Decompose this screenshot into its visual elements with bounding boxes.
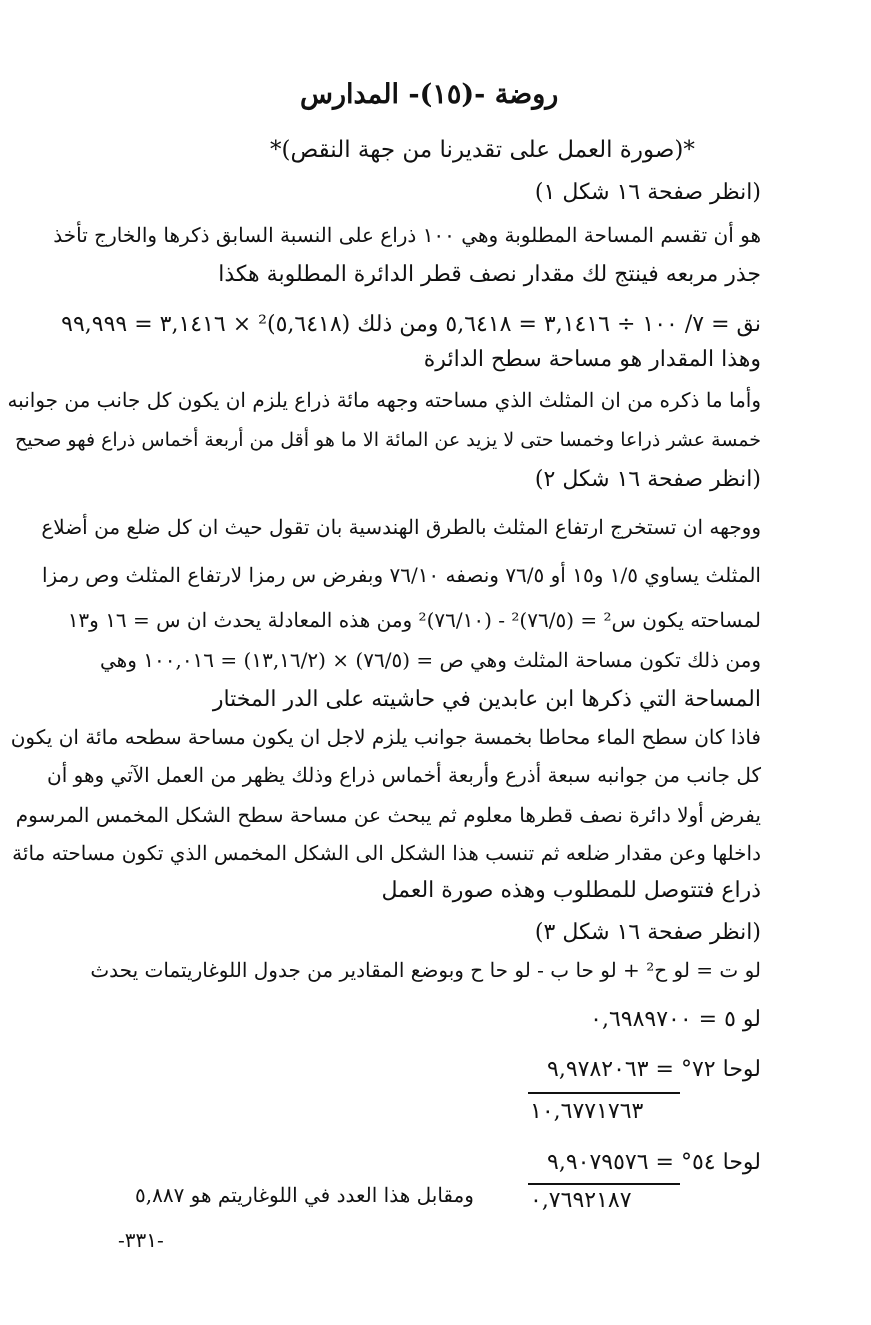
calc-row-2: لوحا ٧٢° = ٩,٩٧٨٢٠٦٣ [547,1057,761,1082]
text-line-13: فاذا كان سطح الماء محاطا بخمسة جوانب يلزم لاجل ان يكون مساحة سطحه مائة ان يكون [10,725,761,749]
text-line-10: لمساحته يكون س² = (٧٦/٥)² - (٧٦/١٠)² ومن هذه المعادلة يحدث ان س = ١٦ و١٣ [67,608,761,632]
text-line-6: خمسة عشر ذراعا وخمسا حتى لا يزيد عن المائة الا ما هو أقل من أربعة أخماس ذراع فهو صحيح [14,429,761,451]
calc-row-1: لو ٥ = ٠,٦٩٨٩٧٠٠ [590,1007,761,1032]
text-line-12: المساحة التي ذكرها ابن عابدين في حاشيته على الدر المختار [212,687,761,712]
text-line-2: هو أن تقسم المساحة المطلوبة وهي ١٠٠ ذراع على النسبة السابق ذكرها والخارج تأخذ [53,223,761,247]
text-line-9: المثلث يساوي ١/٥ و١٥ أو ٧٦/٥ ونصفه ٧٦/١٠ وبفرض س رمزا لارتفاع المثلث وص رمزا [41,563,761,587]
text-line-16: داخلها وعن مقدار ضلعه ثم تنسب هذا الشكل الى الشكل المخمس الذي تكون مساحته مائة [12,841,761,865]
text-line-8: ووجهه ان تستخرج ارتفاع المثلث بالطرق الهندسية بان تقول حيث ان كل ضلع من أضلاع [41,515,761,539]
page-header: روضة -(١٥)- المدارس [300,79,559,110]
calc-note: ومقابل هذا العدد في اللوغاريتم هو ٥,٨٨٧ [135,1183,474,1207]
subtitle: *(صورة العمل على تقديرنا من جهة النقص)* [270,137,695,163]
page-number: -٣٣١- [118,1228,164,1252]
text-line-19: لو ت = لو ح² + لو حا ب - لو حا ح وبوضع المقادير من جدول اللوغاريتمات يحدث [90,958,761,982]
text-line-4: وهذا المقدار هو مساحة سطح الدائرة [423,347,761,372]
equation-line-1: نق = ٧/ ١٠٠ ÷ ٣,١٤١٦ = ٥,٦٤١٨ ومن ذلك (٥,٦٤١٨)² × ٣,١٤١٦ = ٩٩,٩٩٩ [61,312,761,337]
text-line-11: ومن ذلك تكون مساحة المثلث وهي ص = (٧٦/٥) × (١٣,١٦/٢) = ١٠٠,٠١٦ وهي [100,648,761,672]
calc-row-4: لوحا ٥٤° = ٩,٩٠٧٩٥٧٦ [547,1150,761,1175]
text-line-1: (انظر صفحة ١٦ شكل ١) [534,180,761,205]
text-line-5: وأما ما ذكره من ان المثلث الذي مساحته وجهه مائة ذراع يلزم ان يكون كل جانب من جوانبه [7,388,761,412]
calc-rule-1 [528,1092,680,1094]
calc-row-5: ٠,٧٦٩٢١٨٧ [530,1188,632,1213]
text-line-18: (انظر صفحة ١٦ شكل ٣) [534,920,761,945]
calc-row-3: ١٠,٦٧٧١٧٦٣ [530,1099,644,1124]
calc-rule-2 [528,1183,680,1185]
text-line-15: يفرض أولا دائرة نصف قطرها معلوم ثم يبحث عن مساحة سطح الشكل المخمس المرسوم [15,803,761,827]
text-line-17: ذراع فتتوصل للمطلوب وهذه صورة العمل [381,878,761,903]
text-line-7: (انظر صفحة ١٦ شكل ٢) [534,467,761,492]
text-line-3: جذر مربعه فينتج لك مقدار نصف قطر الدائرة المطلوبة هكذا [218,262,761,287]
text-line-14: كل جانب من جوانبه سبعة أذرع وأربعة أخماس ذراع وذلك يظهر من العمل الآتي وهو أن [47,763,761,787]
